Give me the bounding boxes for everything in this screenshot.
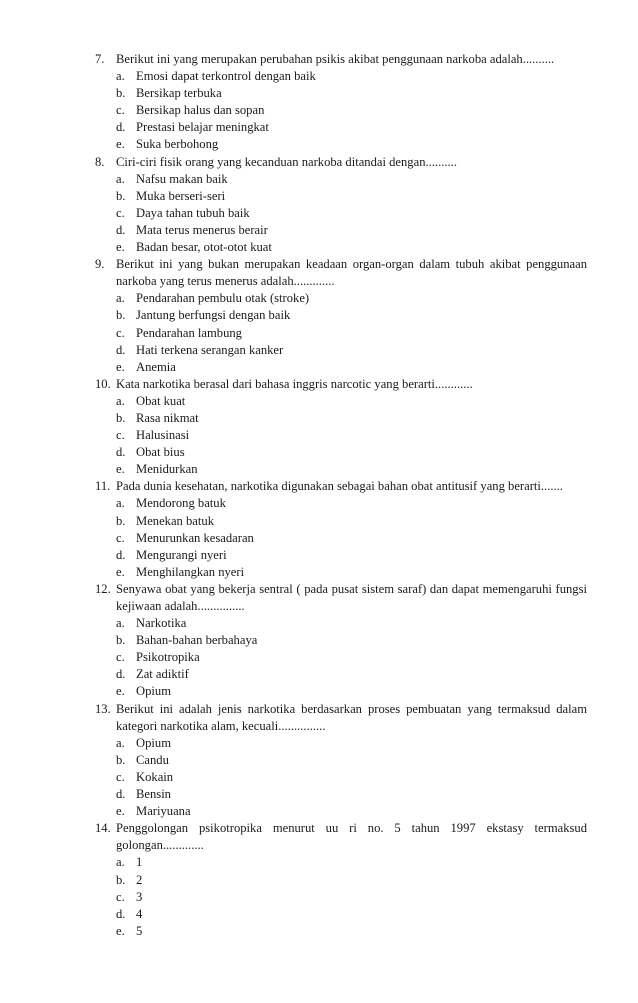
option-text: Bersikap halus dan sopan — [136, 103, 265, 118]
answer-option — [95, 803, 587, 820]
answer-option — [95, 513, 587, 530]
option-letter: d. — [116, 120, 126, 135]
question-stem — [95, 154, 587, 171]
question-item — [95, 154, 587, 257]
answer-option — [95, 239, 587, 256]
option-text: Menghilangkan nyeri — [136, 564, 245, 579]
question-number: 10. — [95, 376, 111, 391]
option-text: Anemia — [136, 359, 176, 374]
option-letter: a. — [116, 291, 125, 306]
question-number: 8. — [95, 154, 105, 169]
option-list — [95, 615, 587, 700]
question-text: Pada dunia kesehatan, narkotika digunakan sebagai bahan obat antitusif yang berarti....... — [116, 479, 563, 494]
option-letter: c. — [116, 889, 125, 904]
question-number: 13. — [95, 701, 111, 716]
question-number: 11. — [95, 479, 111, 494]
option-text: Mengurangi nyeri — [136, 547, 227, 562]
answer-option — [95, 461, 587, 478]
answer-option — [95, 649, 587, 666]
option-text: Opium — [136, 684, 171, 699]
answer-option — [95, 85, 587, 102]
answer-option — [95, 68, 587, 85]
option-letter: a. — [116, 735, 125, 750]
option-letter: b. — [116, 633, 126, 648]
answer-option — [95, 906, 587, 923]
option-letter: e. — [116, 359, 125, 374]
question-text: Berikut ini adalah jenis narkotika berdasarkan proses pembuatan yang termaksud dalam kategori narkotika alam, kecuali............... — [116, 701, 587, 733]
answer-option — [95, 427, 587, 444]
answer-option — [95, 188, 587, 205]
option-letter: e. — [116, 804, 125, 819]
question-stem — [95, 376, 587, 393]
option-text: 2 — [136, 872, 143, 887]
option-list — [95, 735, 587, 820]
option-text: Bahan-bahan berbahaya — [136, 633, 258, 648]
answer-option — [95, 769, 587, 786]
option-letter: a. — [116, 393, 125, 408]
answer-option — [95, 872, 587, 889]
question-number: 12. — [95, 581, 111, 596]
question-item — [95, 701, 587, 821]
question-item — [95, 581, 587, 701]
option-list — [95, 171, 587, 256]
answer-option — [95, 290, 587, 307]
question-list — [95, 51, 587, 940]
option-letter: d. — [116, 342, 126, 357]
option-text: 5 — [136, 923, 143, 938]
option-text: Candu — [136, 752, 169, 767]
answer-option — [95, 683, 587, 700]
option-letter: c. — [116, 205, 125, 220]
option-letter: c. — [116, 769, 125, 784]
option-letter: b. — [116, 308, 126, 323]
answer-option — [95, 547, 587, 564]
option-list — [95, 68, 587, 153]
option-letter: e. — [116, 240, 125, 255]
question-number: 14. — [95, 821, 111, 836]
option-letter: b. — [116, 188, 126, 203]
option-text: Opium — [136, 735, 171, 750]
option-letter: b. — [116, 872, 126, 887]
answer-option — [95, 786, 587, 803]
question-stem — [95, 701, 587, 735]
answer-option — [95, 854, 587, 871]
option-letter: a. — [116, 855, 125, 870]
question-text: Senyawa obat yang bekerja sentral ( pada pusat sistem saraf) dan dapat memengaruhi fungsi kejiwaan adalah............... — [116, 581, 587, 613]
option-letter: e. — [116, 684, 125, 699]
option-text: Narkotika — [136, 616, 187, 631]
option-letter: b. — [116, 410, 126, 425]
question-stem — [95, 478, 587, 495]
option-text: Nafsu makan baik — [136, 171, 228, 186]
option-letter: a. — [116, 69, 125, 84]
option-letter: b. — [116, 513, 126, 528]
answer-option — [95, 342, 587, 359]
question-number: 9. — [95, 257, 105, 272]
option-letter: d. — [116, 667, 126, 682]
answer-option — [95, 495, 587, 512]
option-text: Menurunkan kesadaran — [136, 530, 254, 545]
option-text: Prestasi belajar meningkat — [136, 120, 269, 135]
option-text: Menidurkan — [136, 462, 198, 477]
answer-option — [95, 171, 587, 188]
option-letter: d. — [116, 445, 126, 460]
option-letter: b. — [116, 752, 126, 767]
option-text: Mendorong batuk — [136, 496, 226, 511]
question-stem — [95, 581, 587, 615]
option-text: Jantung berfungsi dengan baik — [136, 308, 291, 323]
answer-option — [95, 102, 587, 119]
option-text: Obat kuat — [136, 393, 186, 408]
question-item — [95, 820, 587, 940]
answer-option — [95, 119, 587, 136]
option-letter: d. — [116, 222, 126, 237]
option-letter: e. — [116, 923, 125, 938]
option-text: Badan besar, otot-otot kuat — [136, 240, 272, 255]
answer-option — [95, 393, 587, 410]
answer-option — [95, 205, 587, 222]
answer-option — [95, 752, 587, 769]
option-text: Emosi dapat terkontrol dengan baik — [136, 69, 316, 84]
answer-option — [95, 136, 587, 153]
question-item — [95, 478, 587, 581]
answer-option — [95, 325, 587, 342]
option-letter: a. — [116, 496, 125, 511]
option-text: Mata terus menerus berair — [136, 222, 268, 237]
option-list — [95, 854, 587, 939]
option-text: Obat bius — [136, 445, 185, 460]
option-text: 4 — [136, 906, 143, 921]
answer-option — [95, 222, 587, 239]
option-letter: d. — [116, 906, 126, 921]
option-letter: c. — [116, 103, 125, 118]
option-text: Suka berbohong — [136, 137, 219, 152]
question-text: Ciri-ciri fisik orang yang kecanduan narkoba ditandai dengan.......... — [116, 154, 457, 169]
answer-option — [95, 735, 587, 752]
option-text: Muka berseri-seri — [136, 188, 226, 203]
question-number: 7. — [95, 52, 105, 66]
option-text: 3 — [136, 889, 143, 904]
question-item — [95, 256, 587, 376]
option-letter: c. — [116, 428, 125, 443]
answer-option — [95, 444, 587, 461]
answer-option — [95, 564, 587, 581]
answer-option — [95, 615, 587, 632]
question-item — [95, 376, 587, 479]
answer-option — [95, 410, 587, 427]
question-text: Penggolongan psikotropika menurut uu ri no. 5 tahun 1997 ekstasy termaksud golongan............. — [116, 821, 587, 853]
option-text: Bersikap terbuka — [136, 86, 222, 101]
option-text: Kokain — [136, 769, 174, 784]
question-text: Berikut ini yang bukan merupakan keadaan organ-organ dalam tubuh akibat penggunaan narkoba yang terus menerus adalah............. — [116, 257, 587, 289]
option-letter: c. — [116, 530, 125, 545]
answer-option — [95, 359, 587, 376]
option-list — [95, 290, 587, 375]
option-letter: c. — [116, 650, 125, 665]
answer-option — [95, 666, 587, 683]
option-text: Hati terkena serangan kanker — [136, 342, 284, 357]
option-text: Bensin — [136, 787, 171, 802]
option-text: Halusinasi — [136, 428, 190, 443]
answer-option — [95, 923, 587, 940]
option-text: Rasa nikmat — [136, 410, 199, 425]
answer-option — [95, 632, 587, 649]
option-letter: c. — [116, 325, 125, 340]
question-text: Kata narkotika berasal dari bahasa inggris narcotic yang berarti............ — [116, 376, 473, 391]
option-text: 1 — [136, 855, 143, 870]
option-letter: e. — [116, 564, 125, 579]
option-text: Daya tahan tubuh baik — [136, 205, 250, 220]
question-item — [95, 51, 587, 154]
option-text: Mariyuana — [136, 804, 191, 819]
answer-option — [95, 307, 587, 324]
question-stem — [95, 51, 587, 68]
option-letter: a. — [116, 616, 125, 631]
option-text: Pendarahan lambung — [136, 325, 242, 340]
option-letter: d. — [116, 787, 126, 802]
question-text: Berikut ini yang merupakan perubahan psikis akibat penggunaan narkoba adalah.......... — [116, 52, 555, 66]
answer-option — [95, 889, 587, 906]
question-stem — [95, 820, 587, 854]
option-letter: a. — [116, 171, 125, 186]
option-list — [95, 393, 587, 478]
option-letter: e. — [116, 462, 125, 477]
option-letter: b. — [116, 86, 126, 101]
option-text: Menekan batuk — [136, 513, 214, 528]
answer-option — [95, 530, 587, 547]
option-text: Psikotropika — [136, 650, 200, 665]
option-letter: d. — [116, 547, 126, 562]
option-text: Zat adiktif — [136, 667, 189, 682]
option-text: Pendarahan pembulu otak (stroke) — [136, 291, 310, 306]
question-stem — [95, 256, 587, 290]
option-list — [95, 495, 587, 580]
option-letter: e. — [116, 137, 125, 152]
